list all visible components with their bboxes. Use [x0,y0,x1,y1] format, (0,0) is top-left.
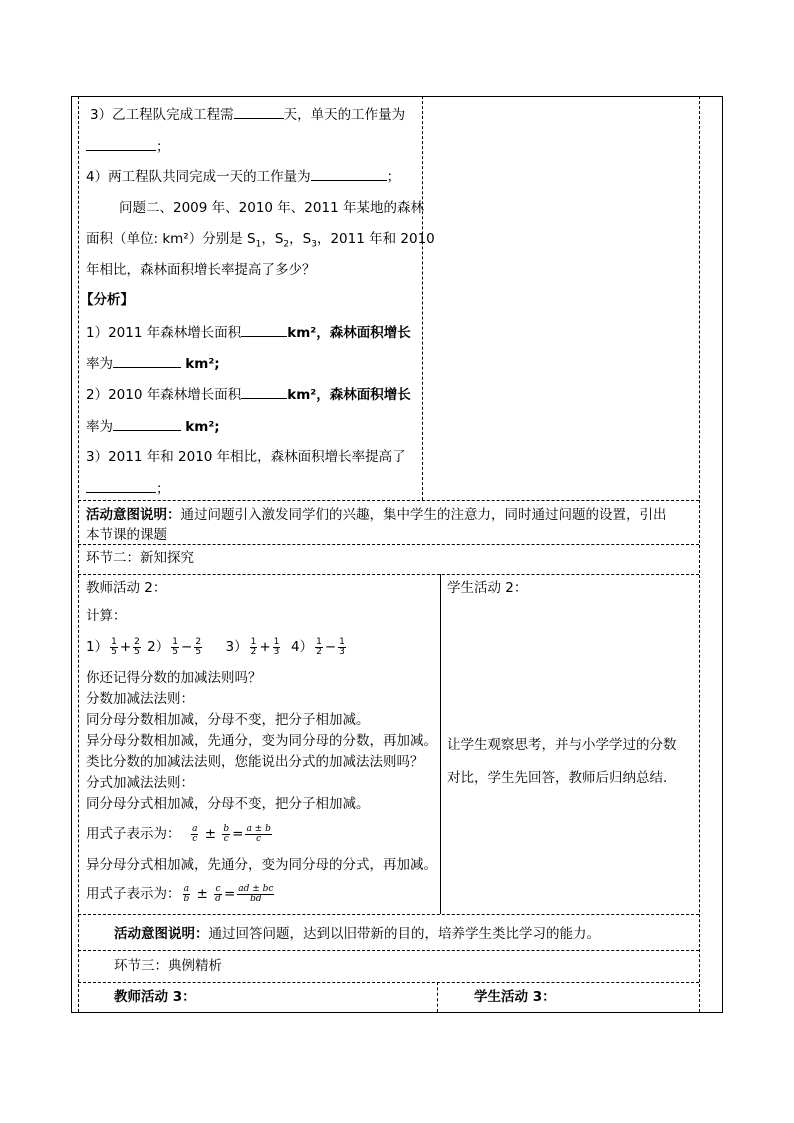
teacher2-line3: 同分母分数相加减，分母不变，把分子相加减。 [86,712,370,728]
student3-title: 学生活动 3： [474,989,556,1005]
intent1-line2: 本节课的课题 [86,527,167,543]
analysis-3-line2: ； [86,480,170,497]
student2-title: 学生活动 2： [447,580,528,596]
q3-line2: ； [86,138,170,155]
analysis-heading: 【分析】 [80,292,134,308]
analysis-2-line1: 2）2010 年森林增长面积 km²，森林面积增长 [86,387,411,403]
student2-line2: 对比，学生先回答，教师后归纳总结. [447,770,668,786]
analysis-3-line1: 3）2011 年和 2010 年相比，森林面积增长率提高了 [86,449,406,465]
calc-exercises: 1） $\frac{1}{5}$ + $\frac{2}{5}$ 2） $\frac{1}{5}$ − $\frac{2}{5}$ 3） $\frac{1}{2}$ + $\frac{1}{3}$ 4） $\frac{1}{2}$ − $\frac{1}{3}$ [86,636,345,657]
section3-title: 环节三：典例精析 [114,958,222,974]
teacher2-title: 教师活动 2： [86,580,167,596]
section2-title: 环节二：新知探究 [86,550,194,566]
student2-line1: 让学生观察思考，并与小学学过的分数 [447,737,677,753]
teacher2-line7: 同分母分式相加减，分母不变，把分子相加减。 [86,796,370,812]
teacher2-line1: 你还记得分数的加减法则吗？ [86,670,262,686]
problem2-line2: 面积（单位: km²）分别是 $S_1$，$S_2$，$S_3$，2011 年和 2010 [86,231,435,250]
analysis-1-line2: 率为 km²; [86,356,220,372]
intent2-line: 活动意图说明：通过回答问题，达到以旧带新的目的，培养学生类比学习的能力。 [114,926,600,942]
formula-same-denominator: 用式子表示为： $\frac{a}{c}$ ± $\frac{b}{c}$ = $\frac{a \pm b}{c}$ [86,823,271,844]
teacher2-line2: 分数加减法法则： [86,691,194,707]
problem2-line1: 问题二、2009 年、2010 年、2011 年某地的森林 [119,200,424,216]
q3-line1: 3）乙工程队完成工程需 天，单天的工作量为 [90,107,406,123]
analysis-2-line2: 率为 km²; [86,419,220,435]
problem2-line3: 年相比，森林面积增长率提高了多少？ [86,262,316,278]
teacher2-line6: 分式加减法法则： [86,775,194,791]
intent1-line1: 活动意图说明：通过问题引入激发同学们的兴趣，集中学生的注意力，同时通过问题的设置，引出 [86,507,667,523]
teacher2-line5: 类比分数的加减法法则，您能说出分式的加减法法则吗？ [86,754,424,770]
calc-label: 计算： [86,608,127,624]
teacher2-line8: 异分母分式相加减，先通分，变为同分母的分式，再加减。 [86,857,437,873]
formula-diff-denominator: 用式子表示为： $\frac{a}{b}$ ± $\frac{c}{d}$ = $\frac{ad \pm bc}{bd}$ [86,883,274,904]
q4-line: 4）两工程队共同完成一天的工作量为 ； [86,169,401,185]
analysis-1-line1: 1）2011 年森林增长面积 km²，森林面积增长 [86,325,411,341]
teacher3-title: 教师活动 3： [114,989,196,1005]
teacher2-line4: 异分母分数相加减，先通分，变为同分母的分数，再加减。 [86,733,437,749]
